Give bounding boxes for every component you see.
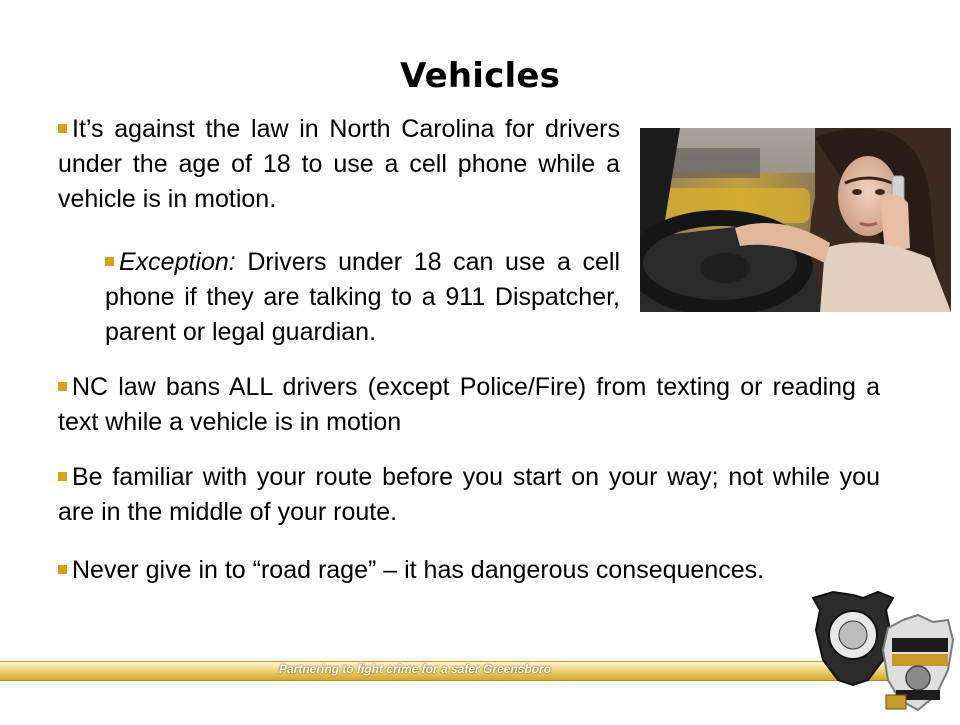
bullet-exception (105, 245, 620, 350)
footer-tagline: Partnering to fight crime for a safer Greensboro (278, 662, 552, 676)
bullet-text: It’s against the law in North Carolina for drivers under the age of 18 to use a cell phone while a vehicle is in motion. (58, 115, 620, 213)
exception-label: Exception: (119, 248, 236, 276)
bullet-marker-icon (58, 382, 67, 391)
bullet-text: Drivers under 18 can use a cell phone if they are talking to a 911 Dispatcher, parent or legal guardian. (105, 248, 620, 346)
police-badge-logo (808, 590, 960, 720)
bullet-text: NC law bans ALL drivers (except Police/Fire) from texting or reading a text while a vehicle is in motion (58, 373, 880, 436)
bullet-texting-ban (58, 370, 880, 440)
bullet-marker-icon (58, 565, 67, 574)
bullet-cell-phone-minors (58, 112, 620, 217)
bullet-text: Never give in to “road rage” – it has dangerous consequences. (72, 556, 765, 584)
bullet-marker-icon (105, 257, 114, 266)
bullet-marker-icon (58, 124, 67, 133)
driver-on-phone-photo (640, 128, 951, 312)
bullet-know-route (58, 460, 880, 530)
bullet-marker-icon (58, 472, 67, 481)
bullet-road-rage (58, 553, 898, 588)
bullet-text: Be familiar with your route before you start on your way; not while you are in the middle of your route. (58, 463, 880, 526)
slide-title: Vehicles (399, 56, 561, 96)
